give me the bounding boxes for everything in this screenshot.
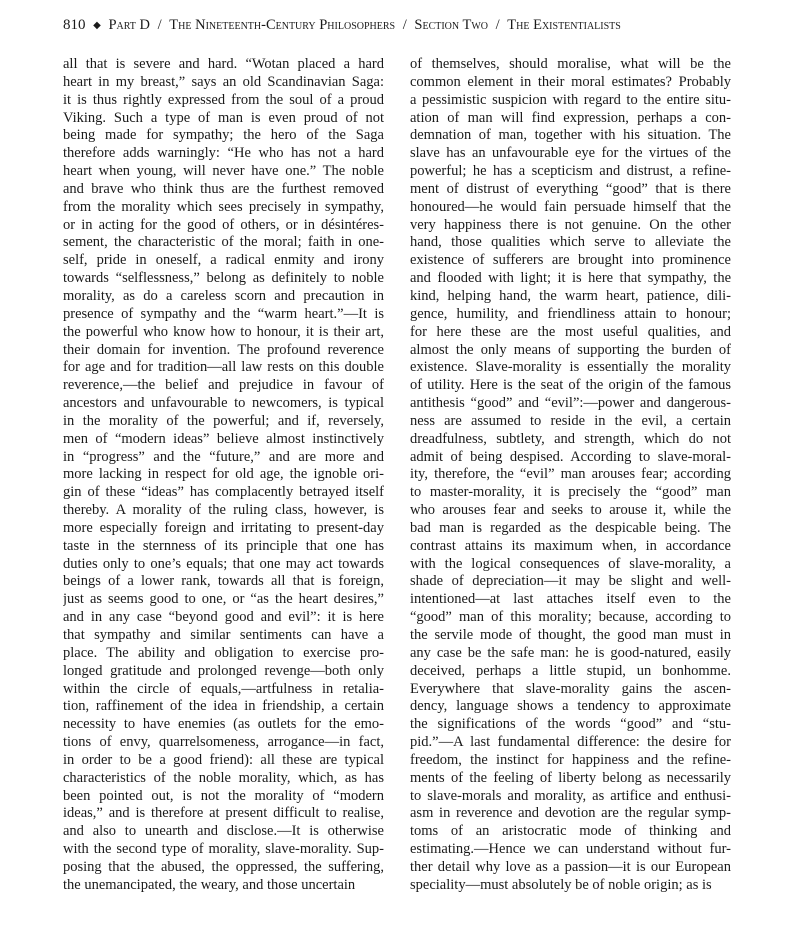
text-line: it is thus rightly expressed from the soul of a proud (63, 91, 384, 108)
text-line: who arouses fear and seeks to arouse it, while the (410, 502, 731, 519)
text-line: dreadfulness, subtlety, and strength, which do not (410, 430, 731, 447)
text-line: very happiness there is not genuine. On the other (410, 216, 731, 233)
text-line: place. The ability and obligation to exercise pro- (63, 644, 384, 661)
text-line: to master-morality, it is precisely the “good” man (410, 484, 731, 501)
text-line: almost the only means of supporting the burden of (410, 341, 731, 358)
text-line: antithesis “good” and “evil”:—power and dangerous- (410, 395, 731, 412)
text-line: freedom, the instinct for happiness and the refine- (410, 751, 731, 768)
text-line: honoured—he would fain persuade himself that the (410, 198, 731, 215)
text-line: longed gratitude and prolonged revenge—both only (63, 662, 384, 679)
text-line: ment of distrust of everything “good” that is there (410, 180, 731, 197)
text-line: ideas,” and is therefore at present difficult to realise, (63, 805, 384, 822)
text-line: of themselves, should moralise, what will be the (410, 56, 731, 72)
slash-separator: / (402, 17, 407, 33)
text-line: with the second type of morality, slave-morality. Sup- (63, 841, 384, 858)
text-line: kind, helping hand, the warm heart, patience, dili- (410, 287, 731, 304)
text-line: existence. Slave-morality is essentially the morality (410, 359, 731, 376)
text-line: duties only to one’s equals; that one may act towards (63, 555, 384, 572)
text-line: thereby. A morality of the ruling class, however, is (63, 502, 384, 519)
text-line: therefore adds warningly: “He who has not a hard (63, 145, 384, 162)
section-title: The Nineteenth-Century Philosophers (169, 17, 396, 33)
text-line: that sympathy and similar sentiments can have a (63, 627, 384, 643)
text-line: posing that the abused, the oppressed, the suffering, (63, 858, 384, 875)
text-line: ments of the feeling of liberty belong as necessarily (410, 769, 731, 786)
text-line: their domain for invention. The profound reverence (63, 341, 384, 358)
running-header (63, 17, 743, 39)
text-line: more especially foreign and irritating to present-day (63, 519, 384, 536)
text-line: presence of sympathy and the “warm heart.”—It is (63, 305, 384, 322)
text-line: ness are assumed to reside in the evil, a certain (410, 412, 731, 429)
text-line: in order to be a good friend): all these are typical (63, 751, 384, 768)
text-line: sement, the characteristic of the moral; faith in one- (63, 234, 384, 251)
text-line: tions of envy, quarrelsomeness, arrogance—in fact, (63, 734, 384, 751)
text-line: ation of man will find expression, perhaps a con- (410, 109, 731, 126)
text-line: existence of sufferers are brought into prominence (410, 252, 731, 269)
text-line: any case be the safe man: he is good-natured, easily (410, 644, 731, 661)
slash-separator: / (495, 17, 500, 33)
text-line: a pessimistic suspicion with regard to the entire situ- (410, 91, 731, 108)
text-line: heart when young, will never have one.” The noble (63, 163, 384, 180)
text-line: shade of depreciation—it may be slight and well- (410, 573, 731, 590)
text-line: with the logical consequences of slave-morality, a (410, 555, 731, 572)
text-line: within the circle of equals,—artfulness in retalia- (63, 680, 384, 697)
text-line: of utility. Here is the seat of the origin of the famous (410, 377, 731, 394)
text-line: in the morality of the powerful; and if, reversely, (63, 412, 384, 429)
text-line: and flooded with light; it is here that sympathy, the (410, 270, 731, 287)
text-line: men of “modern ideas” believe almost instinctively (63, 430, 384, 447)
text-line: pid.”—A last fundamental difference: the desire for (410, 734, 731, 751)
text-line: self, pride in oneself, a radical enmity and irony (63, 252, 384, 269)
text-line: characteristics of the noble morality, which, as has (63, 769, 384, 786)
text-line: contrast attains its maximum when, in accordance (410, 537, 731, 554)
text-line: for age and for tradition—all law rests on this double (63, 359, 384, 376)
page-number: 810 (63, 17, 86, 33)
text-line: toms of an aristocratic mode of thinking and (410, 823, 731, 840)
text-line: more lacking in respect for old age, the ignoble ori- (63, 466, 384, 483)
text-line: estimating.—Hence we can understand without fur- (410, 841, 731, 858)
text-line: speciality—must absolutely be of noble origin; as is (410, 876, 712, 893)
text-line: deceived, perhaps a little stupid, un bonhomme. (410, 662, 731, 679)
text-line: the servile mode of thought, the good man must in (410, 627, 731, 643)
text-line: Everywhere that slave-morality gains the ascen- (410, 680, 731, 697)
text-line: slave has an unfavourable eye for the virtues of the (410, 145, 731, 162)
section-label: Section Two (414, 17, 488, 33)
text-line: and brave who think thus are the furthest removed (63, 180, 384, 197)
text-line: morality, as do a careless scorn and precaution in (63, 287, 384, 304)
text-line: admit of being despised. According to slave-moral- (410, 448, 731, 465)
text-line: gin of these “ideas” has complacently betrayed itself (63, 484, 384, 501)
text-line: the unemancipated, the weary, and those uncertain (63, 876, 356, 893)
text-line: or in acting for the good of others, or in désintéres- (63, 216, 384, 233)
text-line: intentioned—at last attaches itself even to the (410, 591, 731, 608)
text-line: just as seems good to one, or “as the heart desires,” (63, 591, 384, 608)
text-line: for here these are the most useful qualities, and (410, 323, 731, 340)
text-line: all that is severe and hard. “Wotan placed a hard (63, 56, 384, 72)
text-line: taste in the sternness of its principle that one has (63, 537, 384, 554)
text-line: being made for sympathy; the hero of the Saga (63, 127, 384, 144)
text-line: and in any case “beyond good and evil”: it is here (63, 609, 384, 626)
text-line: demnation of man, together with his situation. The (410, 127, 731, 144)
text-line: to slave-morals and morality, as artifice and enthusi- (410, 787, 731, 804)
text-line: heart in my breast,” says an old Scandinavian Saga: (63, 73, 384, 90)
text-line: been pointed out, is not the morality of “modern (63, 787, 384, 804)
left-column (63, 56, 384, 895)
part-label: Part D (108, 17, 151, 33)
text-line: towards “selflessness,” belong as definitely to noble (63, 270, 384, 287)
text-line: ancestors and unfavourable to newcomers, is typical (63, 395, 384, 412)
text-line: powerful; he has a scepticism and distrust, a refine- (410, 163, 731, 180)
text-line: from the morality which sees precisely in sympathy, (63, 198, 384, 215)
chapter-title: The Existentialists (507, 17, 621, 33)
diamond-icon: ◆ (93, 20, 101, 31)
text-line: common element in their moral estimates? Probably (410, 73, 731, 90)
text-line: tion, raffinement of the idea in friendship, a certain (63, 698, 384, 715)
text-line: and also to unearth and disclose.—It is otherwise (63, 823, 384, 840)
text-line: in “progress” and the “future,” and are more and (63, 448, 384, 465)
text-line: ther detail why love as a passion—it is our European (410, 858, 731, 875)
text-line: the significations of the words “good” and “stu- (410, 716, 731, 733)
text-line: asm in reverence and devotion are the regular symp- (410, 805, 731, 822)
text-line: “good” man of this morality; because, according to (410, 609, 731, 626)
text-line: dency, language shows a tendency to approximate (410, 698, 731, 715)
text-line: gence, humility, and friendliness attain to honour; (410, 305, 731, 322)
text-line: beings of a lower rank, towards all that is foreign, (63, 573, 384, 590)
text-line: Viking. Such a type of man is even proud of not (63, 109, 384, 126)
text-line: necessity to have enemies (as outlets for the emo- (63, 716, 384, 733)
text-line: the powerful who know how to honour, it is their art, (63, 323, 384, 340)
slash-separator: / (157, 17, 162, 33)
text-line: hand, those qualities which serve to alleviate the (410, 234, 731, 251)
text-line: bad man is regarded as the despicable being. The (410, 519, 731, 536)
text-line: ity, therefore, the “evil” man arouses fear; according (410, 466, 731, 483)
right-column (410, 56, 731, 895)
text-line: reverence,—the belief and prejudice in favour of (63, 377, 384, 394)
